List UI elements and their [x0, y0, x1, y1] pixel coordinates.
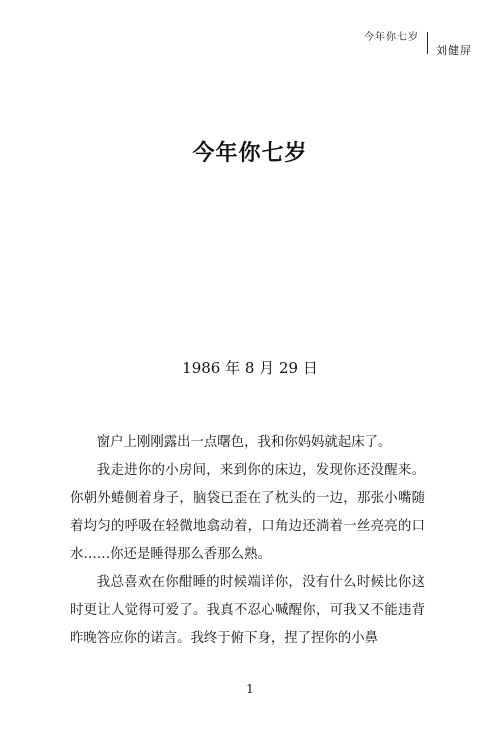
- paragraph: 窗户上刚刚露出一点曙色，我和你妈妈就起床了。: [96, 435, 392, 450]
- chapter-date: 1986 年 8 月 29 日: [182, 359, 318, 377]
- running-header-author: 刘健屏: [436, 44, 472, 57]
- paragraph: 我走进你的小房间，来到你的床边，发现你还没醒来。你朝外蜷侧着身子，脑袋已歪在了枕头的一边，那张小嘴随着均匀的呼吸在轻微地翕动着，口角边还淌着一丝亮亮的口水……你还是睡得那么香那么熟。: [70, 463, 425, 562]
- chapter-title: 今年你七岁: [192, 140, 308, 166]
- body-text: [70, 429, 425, 653]
- page-number: 1: [246, 682, 254, 696]
- running-header: [364, 32, 472, 58]
- paragraph: 我总喜欢在你酣睡的时候端详你，没有什么时候比你这时更让人觉得可爱了。我真不忍心喊醒你，可我又不能违背昨晚答应你的诺言。我终于俯下身，捏了捏你的小鼻: [70, 575, 425, 646]
- running-header-book-title: 今年你七岁: [364, 32, 428, 54]
